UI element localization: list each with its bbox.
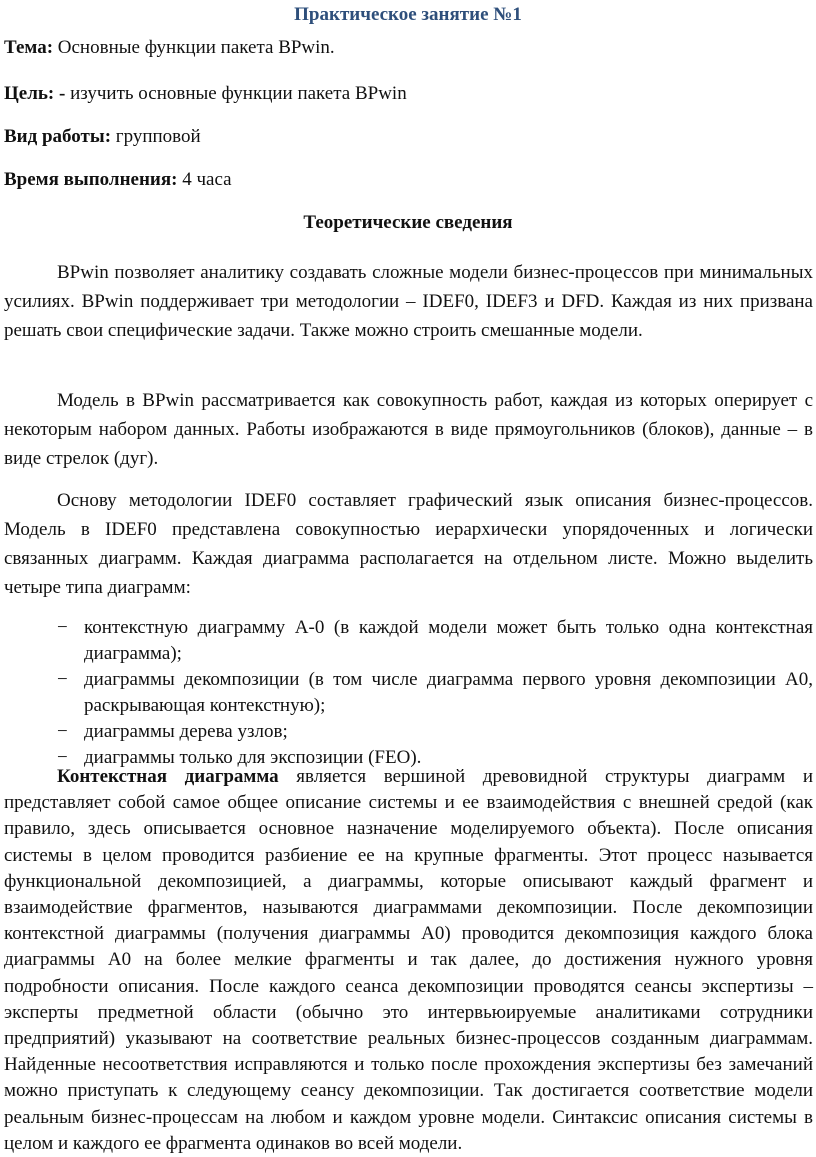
list-item xyxy=(0,667,813,719)
list-dash: − xyxy=(57,747,68,768)
topic-label: Тема: xyxy=(4,37,54,58)
list-item-text: диаграммы только для экспозиции (FEO). xyxy=(84,747,422,768)
diagram-types-list xyxy=(0,615,813,771)
list-item xyxy=(0,615,813,667)
paragraph-bpwin-intro: BPwin позволяет аналитику создавать сложные модели бизнес-процессов при минимальных усилиях. BPwin поддерживает три методологии – IDEF0, IDEF3 и DFD. Каждая из них призвана решать свои специфические задачи. Также можно строить смешанные модели. xyxy=(4,262,813,341)
work-type-line xyxy=(4,125,201,149)
topic-value: Основные функции пакета BPwin. xyxy=(53,37,335,58)
topic-line xyxy=(4,36,335,60)
list-item-text: диаграммы дерева узлов; xyxy=(84,721,288,742)
context-diagram-term: Контекстная диаграмма xyxy=(57,766,279,787)
list-item-text: контекстную диаграмму А-0 (в каждой модели может быть только одна контекстная диаграмма); xyxy=(84,617,813,664)
paragraph-model: Модель в BPwin рассматривается как совокупность работ, каждая из которых оперирует с некоторым набором данных. Работы изображаются в виде прямоугольников (блоков), данные – в виде стрелок (дуг). xyxy=(4,390,813,469)
section-heading: Теоретические сведения xyxy=(303,212,513,233)
goal-value: изучить основные функции пакета BPwin xyxy=(65,83,407,104)
work-type-label: Вид работы: xyxy=(4,126,112,147)
duration-value: 4 часа xyxy=(177,169,232,190)
list-dash: − xyxy=(57,721,68,742)
paragraph-idef0: Основу методологии IDEF0 составляет графический язык описания бизнес-процессов. Модель в IDEF0 представлена совокупностью иерархически упорядоченных и логически связанных диаграмм. Каждая диаграмма располагается на отдельном листе. Можно выделить четыре типа диаграмм: xyxy=(4,490,813,598)
duration-label: Время выполнения: xyxy=(4,169,178,190)
paragraph-context-diagram xyxy=(4,764,813,1157)
goal-label: Цель: - xyxy=(4,83,66,104)
duration-line xyxy=(4,168,232,192)
list-dash: − xyxy=(57,669,68,690)
work-type-value: групповой xyxy=(111,126,201,147)
goal-line xyxy=(4,82,407,106)
context-diagram-text: является вершиной древовидной структуры диаграмм и представляет собой самое общее описание системы и ее взаимодействия с внешней средой (как правило, здесь описывается основное назначение моделируемого объекта). После описания системы в целом проводится разбиение ее на крупные фрагменты. Этот процесс называется функциональной декомпозицией, а диаграммы, которые описывают каждый фрагмент и взаимодействие фрагментов, называются диаграммами декомпозиции. После декомпозиции контекстной диаграммы (получения диаграммы А0) проводится декомпозиция каждого блока диаграммы А0 на более мелкие фрагменты и так далее, до достижения нужного уровня подробности описания. После каждого сеанса декомпозиции проводятся сеансы экспертизы – эксперты предметной области (обычно это интервьюируемые аналитиками сотрудники предприятий) указывают на соответствие реальных бизнес-процессов созданным диаграммам. Найденные несоответствия исправляются и только после прохождения экспертизы без замечаний можно приступать к следующему сеансу декомпозиции. Так достигается соответствие модели реальным бизнес-процессам на любом и каждом уровне модели. Синтаксис описания системы в целом и каждого ее фрагмента одинаков во всей модели. xyxy=(4,766,813,1154)
list-item xyxy=(0,719,813,745)
list-dash: − xyxy=(57,617,68,638)
list-item-text: диаграммы декомпозиции (в том числе диаграмма первого уровня декомпозиции А0, раскрывающая контекстную); xyxy=(84,669,813,716)
page-title: Практическое занятие №1 xyxy=(294,4,522,25)
